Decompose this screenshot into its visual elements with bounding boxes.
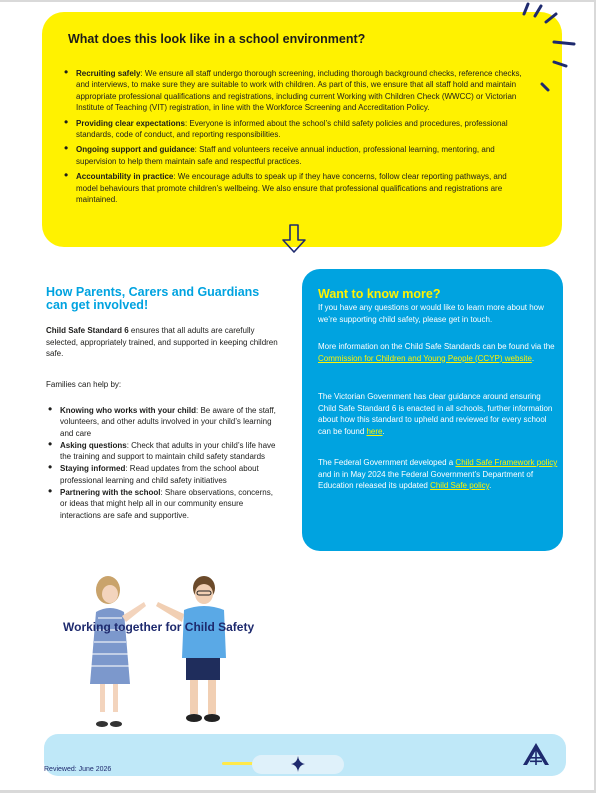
victorian-guidance-paragraph	[318, 391, 558, 437]
list-item	[60, 405, 280, 439]
item-heading: Partnering with the school	[60, 488, 161, 498]
reviewed-date: Reviewed: June 2026	[44, 766, 112, 773]
item-text: : We encourage adults to speak up if they have concerns, follow clear reporting pathways, and model behaviours that promote children’s wellbeing. We also ensure that professional qualifications and registrations are maintained.	[76, 172, 507, 205]
school-environment-title: What does this look like in a school environment?	[68, 32, 366, 46]
list-item	[60, 463, 280, 486]
item-heading: Recruiting safely	[76, 69, 141, 78]
victorian-guidance-text-end: .	[382, 426, 385, 436]
school-environment-list	[76, 68, 522, 209]
girl-figure	[90, 576, 146, 727]
item-text: : Share observations, concerns, or ideas that might help all in our community ensure interactions are safe and supportive.	[60, 488, 273, 520]
item-heading: Staying informed	[60, 464, 126, 474]
item-text: : Staff and volunteers receive annual induction, professional learning, mentoring, and supervision to help them maintain safe and respectful practices.	[76, 145, 495, 166]
federal-text-mid: and in in May 2024 the Federal Government’s Department of Education released its updated	[318, 469, 534, 490]
page-edge-top	[0, 0, 596, 2]
victorian-guidance-text: The Victorian Government has clear guidance around ensuring Child Safe Standard 6 is enacted in all schools, further information about how this standard to upheld and reviewed for every school can be found	[318, 392, 553, 436]
federal-text: The Federal Government developed a	[318, 458, 456, 467]
sparkle-star-icon	[291, 756, 305, 772]
families-intro: Families can help by:	[46, 380, 122, 389]
ccyp-text-end: .	[531, 353, 535, 363]
list-item	[76, 144, 522, 167]
here-link[interactable]: here	[366, 426, 383, 436]
item-text: : Check that adults in your child’s life have the training and support to maintain child safety standards	[60, 440, 276, 462]
yellow-streak	[222, 762, 254, 765]
child-safe-policy-link[interactable]: Child Safe policy	[430, 481, 490, 490]
family-actions-list	[60, 405, 280, 522]
photo-caption: Working together for Child Safety	[63, 620, 255, 634]
involvement-title: How Parents, Carers and Guardians can get involved!	[46, 285, 260, 312]
standard-intro	[46, 325, 278, 360]
item-text: : We ensure all staff undergo thorough screening, including thorough background checks, reference checks, and interviews, to make sure they are suitable to work with children. As part of this, we ensure that all staff hold and maintain appropriate professional qualifications and registrations, including current Working with Children Check (WWCC) or Victorian Institute of Teaching (VIT) registration, in line with the Workforce Screening and Accreditation Policy.	[76, 69, 522, 113]
boy-figure	[156, 576, 226, 722]
item-text: : Read updates from the school about professional learning and child safety initiatives	[60, 464, 259, 485]
list-item	[76, 68, 522, 114]
contact-paragraph: If you have any questions or would like to learn more about how we’re supporting child safety, please get in touch.	[318, 303, 544, 324]
list-item	[60, 487, 280, 521]
item-text: : Be aware of the staff, volunteers, and other adults involved in your child’s learning and care	[60, 406, 276, 438]
item-heading: Providing clear expectations	[76, 118, 185, 128]
school-environment-panel	[42, 12, 562, 247]
federal-text-end: .	[489, 481, 492, 490]
standard-intro-text: ensures that all adults are carefully selected, appropriately trained, and supported in keeping children safe.	[46, 326, 278, 358]
ccyp-paragraph	[318, 341, 558, 364]
federal-paragraph	[318, 457, 558, 492]
item-heading: Ongoing support and guidance	[76, 145, 195, 155]
want-to-know-more-title: Want to know more?	[318, 287, 441, 301]
child-safe-framework-link[interactable]: Child Safe Framework policy	[455, 458, 558, 467]
item-heading: Accountability in practice	[76, 172, 174, 182]
item-text: : Everyone is informed about the school’s child safety policies and procedures, professional standards, code of conduct, and reporting responsibilities.	[76, 118, 508, 140]
ccyp-website-link[interactable]: Commission for Children and Young People (CCYP) website	[318, 353, 532, 363]
standard-name: Child Safe Standard 6	[46, 326, 129, 335]
item-heading: Knowing who works with your child	[60, 406, 196, 415]
decorative-dashes-icon	[518, 0, 582, 100]
list-item	[76, 118, 522, 141]
ccyp-text: More information on the Child Safe Standards can be found via the	[318, 342, 555, 351]
want-to-know-more-panel	[302, 269, 563, 551]
item-heading: Asking questions	[60, 440, 127, 450]
list-item	[60, 440, 280, 463]
school-logo-icon	[522, 742, 550, 766]
children-photo	[86, 572, 236, 732]
list-item	[76, 171, 522, 205]
down-arrow-icon	[281, 224, 307, 254]
